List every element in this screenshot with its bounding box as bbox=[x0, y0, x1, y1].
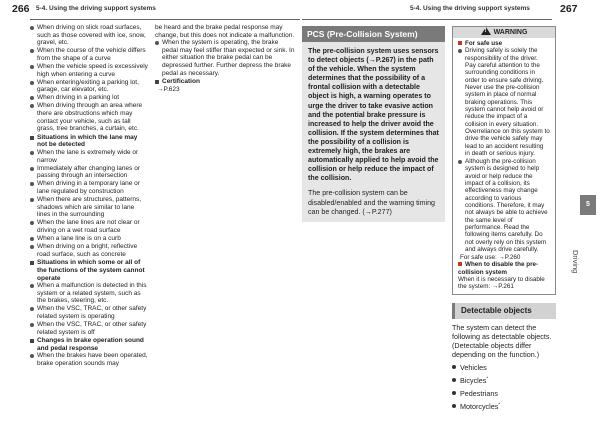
detectable-objects-title: Detectable objects bbox=[452, 303, 556, 319]
left-section-title: 5-4. Using the driving support systems bbox=[36, 5, 156, 12]
warning-label: WARNING bbox=[493, 29, 528, 36]
continued-text: be heard and the brake pedal response may change, but this does not indicate a malfunction. bbox=[155, 24, 295, 39]
list-item: When the lane is extremely wide or narrow bbox=[30, 149, 148, 164]
warning-subheading-safe-use: For safe use bbox=[458, 40, 550, 47]
asterisk-footnote-marker: * bbox=[486, 375, 489, 381]
certification-heading: Certification bbox=[155, 78, 295, 86]
list-item: When the brakes have been operated, brake operation sounds may bbox=[30, 352, 148, 367]
list-item: When there are structures, patterns, shadows which are similar to lane lines in the surrounding bbox=[30, 196, 148, 219]
detectable-object-item: Vehicles bbox=[452, 361, 556, 374]
section-heading: Situations in which the lane may not be detected bbox=[30, 134, 148, 149]
list-item: When the VSC, TRAC, or other safety related system is operating bbox=[30, 305, 148, 320]
list-item: When the system is operating, the brake pedal may feel stiffer than expected or sink. In either situation the brake pedal can be depressed further. Further depress the brake pedal as necessary. bbox=[155, 39, 295, 77]
list-item: When driving in a parking lot bbox=[30, 94, 148, 102]
list-item: When driving on slick road surfaces, such as those covered with ice, snow, gravel, etc. bbox=[30, 24, 148, 47]
pcs-normal-paragraph: The pre-collision system can be disabled/enabled and the warning timing can be changed. (→P.277) bbox=[308, 189, 435, 216]
list-item: When the vehicle speed is excessively high when entering a curve bbox=[30, 63, 148, 78]
left-column bbox=[30, 24, 148, 368]
warning-item: Although the pre-collision system is designed to help avoid or help reduce the impact of a collision, its effectiveness may change according to various conditions. Therefore, it may not always be able to achieve the same level of performance. Read the following items carefully. Do not overly rely on this system and always drive carefully. bbox=[458, 158, 550, 253]
pcs-description-box bbox=[302, 42, 445, 222]
detectable-objects-section bbox=[452, 303, 556, 413]
red-square-icon bbox=[458, 262, 462, 266]
pcs-title: PCS (Pre-Collision System) bbox=[302, 26, 445, 42]
detectable-objects-list bbox=[452, 361, 556, 413]
middle-column bbox=[155, 24, 295, 93]
list-item: Immediately after changing lanes or passing through an intersection bbox=[30, 165, 148, 180]
detectable-object-item: Pedestrians bbox=[452, 387, 556, 400]
list-item: When entering/exiting a parking lot, garage, car elevator, etc. bbox=[30, 79, 148, 94]
list-item: When driving through an area where there are obstructions which may contact your vehicle, such as tall grass, tree branches, a curtain, etc. bbox=[30, 102, 148, 132]
right-column bbox=[452, 26, 556, 413]
detectable-objects-text: The system can detect the following as detectable objects. (Detectable objects differ depending on the function.) bbox=[452, 322, 552, 360]
warning-subheading-disable: When to disable the pre-collision system bbox=[458, 261, 539, 276]
right-page-number: 267 bbox=[560, 3, 578, 15]
detectable-object-item: Bicycles* bbox=[452, 374, 556, 387]
list-item: When the course of the vehicle differs from the shape of a curve bbox=[30, 47, 148, 62]
right-header-rule bbox=[302, 19, 552, 20]
chapter-tab[interactable]: 5 bbox=[580, 195, 596, 215]
detectable-object-item: Motorcycles* bbox=[452, 400, 556, 413]
warning-body bbox=[453, 38, 555, 294]
list-item: When driving on a bright, reflective road surface, such as concrete bbox=[30, 243, 148, 258]
warning-header bbox=[453, 27, 555, 38]
list-item: When a lane line is on a curb bbox=[30, 235, 148, 243]
warning-item: Driving safely is solely the responsibility of the driver. Pay careful attention to the surrounding conditions in order to ensure safe driving. Never use the pre-collision system in place of normal braking operations. This system cannot help avoid or reduce the impact of a collision in every situation. Overreliance on this system to drive the vehicle safely may lead to an accident resulting in death or serious injury. bbox=[458, 47, 550, 157]
list-item: When driving in a temporary lane or lane regulated by construction bbox=[30, 180, 148, 195]
certification-reference-link[interactable]: →P.623 bbox=[157, 85, 180, 93]
warning-triangle-icon: ! bbox=[481, 27, 491, 35]
right-section-title: 5-4. Using the driving support systems bbox=[410, 5, 530, 12]
safe-use-reference-link[interactable]: For safe use: →P.260 bbox=[460, 253, 521, 261]
asterisk-footnote-marker: * bbox=[498, 401, 501, 407]
left-page-number: 266 bbox=[12, 3, 30, 15]
red-square-icon bbox=[458, 41, 462, 45]
warning-box bbox=[452, 26, 556, 295]
pcs-section bbox=[302, 26, 445, 222]
list-item: When the lane lines are not clear or driving on a wet road surface bbox=[30, 219, 148, 234]
list-item: When a malfunction is detected in this system or a related system, such as the brakes, steering, etc. bbox=[30, 282, 148, 305]
page-header bbox=[0, 0, 600, 20]
disable-reference-link[interactable]: When it is necessary to disable the system: →P.261 bbox=[458, 276, 545, 291]
section-heading: Situations in which some or all of the functions of the system cannot operate bbox=[30, 259, 148, 282]
list-item: When the VSC, TRAC, or other safety related system is off bbox=[30, 321, 148, 336]
left-header-rule bbox=[30, 19, 300, 20]
pcs-bold-paragraph: The pre-collision system uses sensors to detect objects (→P.267) in the path of the vehicle. When the system determines that the possibility of a frontal collision with a detectable object is high, a warning operates to urge the driver to take evasive action and the potential brake pressure is increased to help the driver avoid the collision. If the system determines that the possibility of a collision is extremely high, the brakes are automatically applied to help avoid the collision or help reduce the impact of the collision. bbox=[308, 47, 439, 183]
chapter-side-label: Driving bbox=[571, 250, 580, 274]
section-heading: Changes in brake operation sound and pedal response bbox=[30, 337, 148, 352]
